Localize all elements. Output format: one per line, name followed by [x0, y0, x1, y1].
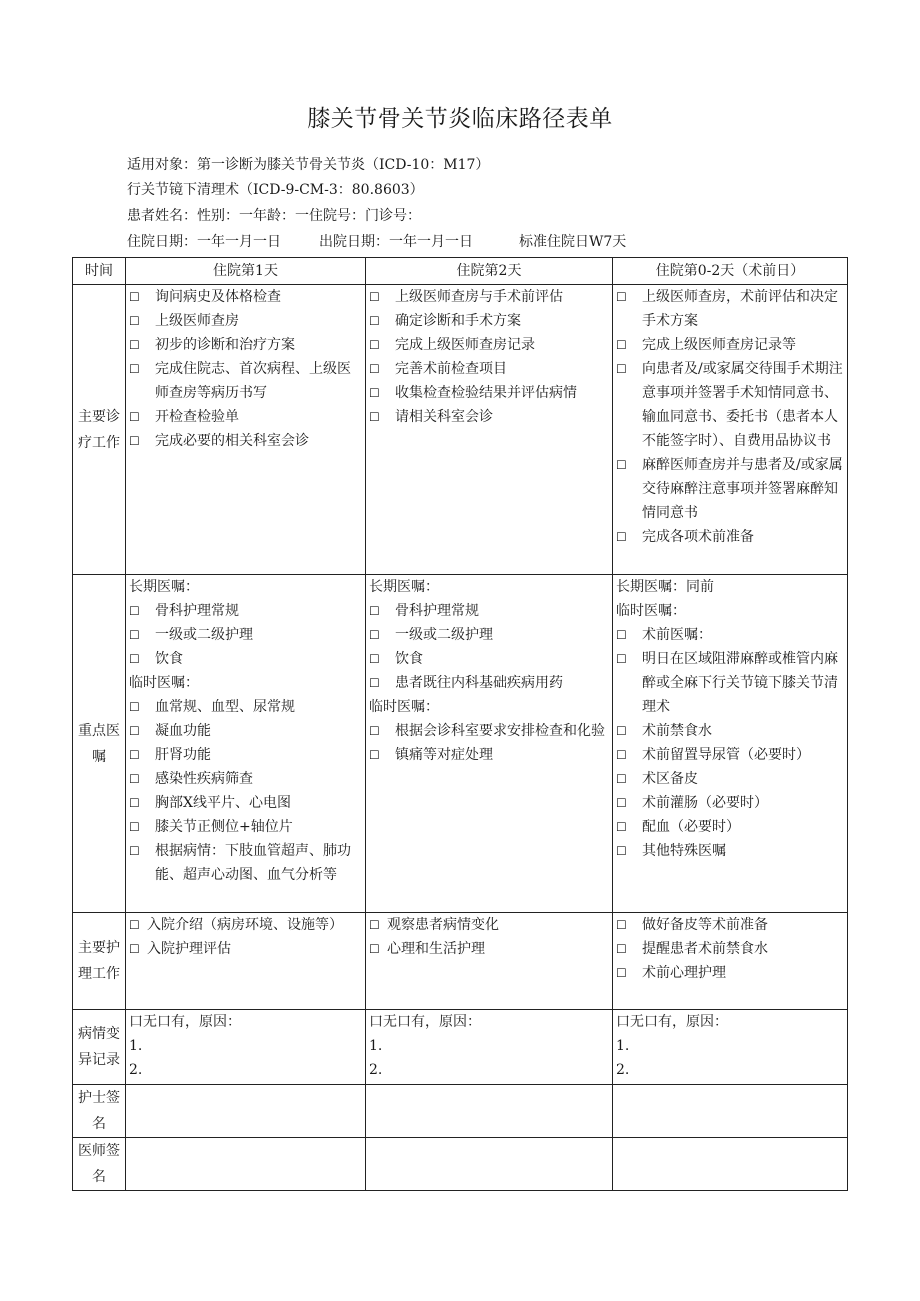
- checklist-item: [129, 695, 362, 719]
- variance-checkbox-text[interactable]: 口无口有，原因：: [616, 1014, 728, 1030]
- checklist-item-text: 膝关节正侧位+轴位片: [155, 819, 293, 835]
- checklist-item-text: 骨科护理常规: [155, 603, 239, 619]
- variance-row: [73, 1010, 848, 1085]
- checklist-item: [129, 815, 362, 839]
- checkbox-icon[interactable]: ☐: [129, 604, 140, 618]
- checklist-item-text: 术前心理护理: [642, 965, 726, 981]
- checklist-item: [129, 767, 362, 791]
- checklist-item: [616, 623, 844, 647]
- checkbox-icon[interactable]: ☐: [369, 652, 380, 666]
- checkbox-icon[interactable]: ☐: [369, 410, 380, 424]
- variance-day2: [366, 1010, 613, 1085]
- temp-orders-label: 临时医嘱：: [369, 699, 439, 715]
- checklist-item: [129, 599, 362, 623]
- checklist-item-text: 骨科护理常规: [395, 603, 479, 619]
- doctor-sign-day2[interactable]: [366, 1138, 613, 1191]
- checkbox-icon[interactable]: ☐: [616, 942, 627, 956]
- checklist-item-text: 麻醉医师查房并与患者及/或家属交待麻醉注意事项并签署麻醉知情同意书: [642, 457, 843, 521]
- checklist-item-text: 入院护理评估: [147, 941, 231, 957]
- temp-orders: [616, 623, 844, 863]
- checklist-item-text: 饮食: [155, 651, 183, 667]
- checkbox-icon[interactable]: ☐: [129, 724, 140, 738]
- header-day2: 住院第2天: [366, 258, 613, 285]
- variance-item-2: 2.: [369, 1062, 383, 1078]
- checklist-item-text: 术前留置导尿管（必要时）: [642, 747, 810, 763]
- checkbox-icon[interactable]: ☐: [369, 604, 380, 618]
- checklist-item: [369, 743, 609, 767]
- procedure-line: 行关节镜下清理术（ICD-9-CM-3：80.8603）: [127, 182, 424, 198]
- header-day1: 住院第1天: [126, 258, 366, 285]
- checkbox-icon[interactable]: ☐: [616, 458, 627, 472]
- checklist-item-text: 完成上级医师查房记录: [395, 337, 535, 353]
- checklist-item-text: 术前医嘱：: [642, 627, 712, 643]
- checkbox-icon[interactable]: ☐: [129, 434, 140, 448]
- checkbox-icon[interactable]: ☐: [616, 796, 627, 810]
- checklist-item-text: 心理和生活护理: [387, 941, 485, 957]
- row-label-variance: 病情变异记录: [73, 1010, 126, 1085]
- checkbox-icon[interactable]: ☐: [616, 290, 627, 304]
- checkbox-icon[interactable]: ☐: [129, 652, 140, 666]
- checklist-item: [616, 913, 844, 937]
- checklist-item-text: 上级医师查房，术前评估和决定手术方案: [642, 289, 838, 329]
- checklist-item: [129, 333, 362, 357]
- checkbox-icon[interactable]: ☐: [369, 724, 380, 738]
- checkbox-icon[interactable]: ☐: [129, 796, 140, 810]
- long-term-orders: [129, 599, 362, 671]
- checklist-item-text: 入院介绍（病房环境、设施等）: [147, 917, 343, 933]
- row-label-orders: 重点医嘱: [73, 575, 126, 913]
- checklist-item-text: 完善术前检查项目: [395, 361, 507, 377]
- checkbox-icon[interactable]: ☐: [616, 966, 627, 980]
- checklist-item: [616, 937, 844, 961]
- checklist-item-text: 镇痛等对症处理: [395, 747, 493, 763]
- checklist-item-text: 向患者及/或家属交待围手术期注意事项并签署手术知情同意书、输血同意书、委托书（患者本人不能签字时）、自费用品协议书: [642, 361, 843, 449]
- checklist-item-text: 提醒患者术前禁食水: [642, 941, 768, 957]
- checklist-item: [369, 381, 609, 405]
- nursing-day1: [126, 913, 366, 1010]
- checklist-item-text: 开检查检验单: [155, 409, 239, 425]
- checklist-item: [129, 309, 362, 333]
- checkbox-icon[interactable]: ☐: [129, 820, 140, 834]
- checklist-item: [369, 671, 609, 695]
- checklist-item: [616, 719, 844, 743]
- temp-orders-label: 临时医嘱：: [616, 603, 686, 619]
- row-label-doctor-sign: 医师签名: [73, 1138, 126, 1191]
- checkbox-icon[interactable]: ☐: [616, 628, 627, 642]
- nurse-sign-day0-2[interactable]: [613, 1085, 848, 1138]
- nurse-sign-day2[interactable]: [366, 1085, 613, 1138]
- checklist-item-text: 血常规、血型、尿常规: [155, 699, 295, 715]
- variance-day1: [126, 1010, 366, 1085]
- checklist-item-text: 凝血功能: [155, 723, 211, 739]
- checklist-item-text: 确定诊断和手术方案: [395, 313, 521, 329]
- checklist-item-text: 一级或二级护理: [155, 627, 253, 643]
- checklist-item: [369, 357, 609, 381]
- checkbox-icon[interactable]: ☐: [129, 290, 140, 304]
- variance-item-1: 1.: [129, 1038, 143, 1054]
- checklist-item: [616, 815, 844, 839]
- checklist-item-text: 完成必要的相关科室会诊: [155, 433, 309, 449]
- checkbox-icon[interactable]: ☐: [616, 652, 627, 666]
- checklist-item: [129, 913, 362, 937]
- checklist-item-text: 感染性疾病筛查: [155, 771, 253, 787]
- checklist-item: [369, 623, 609, 647]
- clinical-pathway-table: [72, 257, 848, 1191]
- checklist-item: [129, 719, 362, 743]
- nursing-day0-2: [613, 913, 848, 1010]
- checklist-item-text: 术区备皮: [642, 771, 698, 787]
- checklist-item: [616, 333, 844, 357]
- page-title: 膝关节骨关节炎临床路径表单: [307, 106, 613, 132]
- checkbox-icon[interactable]: ☐: [369, 386, 380, 400]
- checklist-item: [369, 937, 609, 961]
- variance-item-1: 1.: [369, 1038, 383, 1054]
- checkbox-icon[interactable]: ☐: [616, 338, 627, 352]
- checklist-item-text: 观察患者病情变化: [387, 917, 499, 933]
- row-label-treatment: 主要诊疗工作: [73, 285, 126, 575]
- checklist-item-text: 初步的诊断和治疗方案: [155, 337, 295, 353]
- treatment-day2: [366, 285, 613, 575]
- nursing-row: [73, 913, 848, 1010]
- checkbox-icon[interactable]: ☐: [369, 314, 380, 328]
- variance-item-2: 2.: [616, 1062, 630, 1078]
- nurse-sign-day1[interactable]: [126, 1085, 366, 1138]
- standard-stay: 标准住院日W7天: [519, 234, 627, 250]
- checklist-item: [369, 647, 609, 671]
- checklist-item-text: 请相关科室会诊: [395, 409, 493, 425]
- long-term-orders-label: 长期医嘱：: [129, 579, 199, 595]
- checkbox-icon[interactable]: ☐: [129, 314, 140, 328]
- checkbox-icon[interactable]: ☐: [616, 918, 627, 932]
- temp-orders-label: 临时医嘱：: [129, 675, 199, 691]
- temp-orders: [129, 695, 362, 887]
- doctor-sign-day0-2[interactable]: [613, 1138, 848, 1191]
- checkbox-icon[interactable]: ☐: [369, 676, 380, 690]
- checklist-item: [369, 309, 609, 333]
- checkbox-icon[interactable]: ☐: [129, 748, 140, 762]
- checkbox-icon[interactable]: ☐: [369, 748, 380, 762]
- checklist-item: [616, 767, 844, 791]
- checklist-item: [129, 791, 362, 815]
- checklist-item: [129, 429, 362, 453]
- checklist-item-text: 一级或二级护理: [395, 627, 493, 643]
- orders-day0-2: [613, 575, 848, 913]
- checkbox-icon[interactable]: ☐: [616, 748, 627, 762]
- checkbox-icon[interactable]: ☐: [616, 724, 627, 738]
- checklist-item: [369, 913, 609, 937]
- checklist-item: [369, 405, 609, 429]
- checklist-item-text: 完成上级医师查房记录等: [642, 337, 796, 353]
- checkbox-icon[interactable]: ☐: [616, 820, 627, 834]
- checklist-item: [616, 839, 844, 863]
- checklist-item: [616, 961, 844, 985]
- checkbox-icon[interactable]: ☐: [129, 338, 140, 352]
- nurse-sign-row: [73, 1085, 848, 1138]
- checklist-item: [129, 405, 362, 429]
- checklist-item-text: 术前禁食水: [642, 723, 712, 739]
- checkbox-icon[interactable]: ☐: [369, 918, 380, 932]
- checkbox-icon[interactable]: ☐: [129, 918, 140, 932]
- orders-day1: [126, 575, 366, 913]
- checklist-item-text: 上级医师查房: [155, 313, 239, 329]
- checklist-item: [129, 743, 362, 767]
- orders-day2: [366, 575, 613, 913]
- checkbox-icon[interactable]: ☐: [129, 772, 140, 786]
- checkbox-icon[interactable]: ☐: [129, 410, 140, 424]
- admission-date: 住院日期：一年一月一日: [127, 234, 281, 250]
- treatment-row: [73, 285, 848, 575]
- checkbox-icon[interactable]: ☐: [369, 362, 380, 376]
- checkbox-icon[interactable]: ☐: [369, 628, 380, 642]
- variance-checkbox-text[interactable]: 口无口有，原因：: [129, 1014, 241, 1030]
- checklist-item: [129, 357, 362, 405]
- checklist-item: [369, 285, 609, 309]
- checkbox-icon[interactable]: ☐: [616, 362, 627, 376]
- checklist-item-text: 询问病史及体格检查: [155, 289, 281, 305]
- checklist-item: [616, 525, 844, 549]
- checklist-item: [129, 623, 362, 647]
- temp-orders: [369, 719, 609, 767]
- nursing-day2: [366, 913, 613, 1010]
- checklist-item-text: 做好备皮等术前准备: [642, 917, 768, 933]
- checklist-item: [616, 357, 844, 453]
- checklist-item: [129, 937, 362, 961]
- variance-checkbox-text[interactable]: 口无口有，原因：: [369, 1014, 481, 1030]
- checklist-item: [369, 599, 609, 623]
- orders-row: [73, 575, 848, 913]
- header-row: [73, 258, 848, 285]
- checklist-item: [616, 453, 844, 525]
- row-label-nurse-sign: 护士签名: [73, 1085, 126, 1138]
- checkbox-icon[interactable]: ☐: [129, 844, 140, 858]
- checklist-item-text: 术前灌肠（必要时）: [642, 795, 768, 811]
- header-day0-2: 住院第0-2天（术前日）: [613, 258, 848, 285]
- checkbox-icon[interactable]: ☐: [616, 530, 627, 544]
- checklist-item-text: 根据病情：下肢血管超声、肺功能、超声心动图、血气分析等: [155, 843, 351, 883]
- checkbox-icon[interactable]: ☐: [129, 942, 140, 956]
- checklist-item-text: 明日在区域阻滞麻醉或椎管内麻醉或全麻下行关节镜下膝关节清理术: [642, 651, 838, 715]
- doctor-sign-day1[interactable]: [126, 1138, 366, 1191]
- checklist-item-text: 患者既往内科基础疾病用药: [395, 675, 563, 691]
- checklist-item: [616, 791, 844, 815]
- checklist-item-text: 饮食: [395, 651, 423, 667]
- checkbox-icon[interactable]: ☐: [616, 844, 627, 858]
- long-term-orders-label: 长期医嘱：: [369, 579, 439, 595]
- checklist-item-text: 完成各项术前准备: [642, 529, 754, 545]
- checkbox-icon[interactable]: ☐: [129, 700, 140, 714]
- checklist-item: [369, 333, 609, 357]
- checklist-item: [129, 647, 362, 671]
- checklist-item-text: 胸部X线平片、心电图: [155, 795, 291, 811]
- applicable-subject: 适用对象：第一诊断为膝关节骨关节炎（ICD-10：M17）: [127, 157, 490, 173]
- checkbox-icon[interactable]: ☐: [129, 628, 140, 642]
- checklist-item: [129, 839, 362, 887]
- checklist-item: [616, 285, 844, 333]
- checklist-item: [616, 743, 844, 767]
- checkbox-icon[interactable]: ☐: [616, 772, 627, 786]
- doctor-sign-row: [73, 1138, 848, 1191]
- variance-item-2: 2.: [129, 1062, 143, 1078]
- checklist-item: [129, 285, 362, 309]
- row-label-nursing: 主要护理工作: [73, 913, 126, 1010]
- checklist-item-text: 根据会诊科室要求安排检查和化验: [395, 723, 605, 739]
- header-time: 时间: [73, 258, 126, 285]
- checklist-item-text: 完成住院志、首次病程、上级医师查房等病历书写: [155, 361, 351, 401]
- checklist-item: [369, 719, 609, 743]
- dates-line: [127, 231, 626, 251]
- checklist-item-text: 其他特殊医嘱: [642, 843, 726, 859]
- checkbox-icon[interactable]: ☐: [369, 942, 380, 956]
- discharge-date: 出院日期：一年一月一日: [319, 234, 473, 250]
- treatment-day1: [126, 285, 366, 575]
- variance-item-1: 1.: [616, 1038, 630, 1054]
- treatment-day0-2: [613, 285, 848, 575]
- checklist-item-text: 收集检查检验结果并评估病情: [395, 385, 577, 401]
- checklist-item-text: 肝肾功能: [155, 747, 211, 763]
- checkbox-icon[interactable]: ☐: [369, 338, 380, 352]
- long-term-orders: [369, 599, 609, 695]
- checkbox-icon[interactable]: ☐: [129, 362, 140, 376]
- variance-day0-2: [613, 1010, 848, 1085]
- patient-info-line: 患者姓名：性别：一年龄：一住院号：门诊号：: [127, 208, 421, 224]
- checklist-item-text: 配血（必要时）: [642, 819, 740, 835]
- checklist-item-text: 上级医师查房与手术前评估: [395, 289, 563, 305]
- long-term-orders-label: 长期医嘱：同前: [616, 579, 714, 595]
- checkbox-icon[interactable]: ☐: [369, 290, 380, 304]
- checklist-item: [616, 647, 844, 719]
